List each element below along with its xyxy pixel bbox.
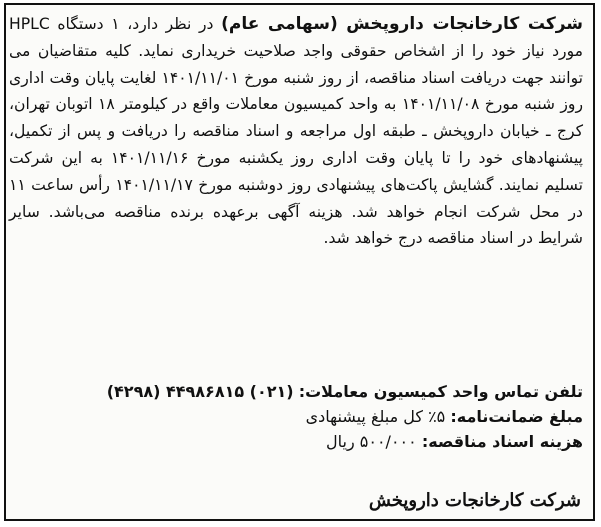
- footer-company: شرکت کارخانجات داروپخش: [368, 490, 581, 511]
- notice-paragraph: در نظر دارد، ۱ دستگاه HPLC مورد نیاز خود را از اشخاص حقوقی واجد صلاحیت خریداری نماید. کلیه متقاضیان می توانند جهت دریافت اسناد مناقصه، از روز شنبه مورخ ۱۴۰۱/۱۱/۰۱ لغایت پایان وقت اداری روز شنبه مورخ ۱۴۰۱/۱۱/۰۸ به واحد کمیسیون معاملات واقع در کیلومتر ۱۸ اتوبان تهران، کرج ـ خیابان داروپخش ـ طبقه اول مراجعه و اسناد مناقصه را دریافت و پس از تکمیل، پیشنهادهای خود را تا پایان وقت اداری روز یکشنبه مورخ ۱۴۰۱/۱۱/۱۶ به این شرکت تسلیم نمایند. گشایش پاکت‌های پیشنهادی روز دوشنبه مورخ ۱۴۰۱/۱۱/۱۷ رأس ساعت ۱۱ در محل شرکت انجام خواهد شد. هزینه آگهی برعهده برنده مناقصه می‌باشد. سایر شرایط در اسناد مناقصه درج خواهد شد.: [9, 15, 583, 248]
- notice-body: [9, 11, 583, 252]
- phone-line: [9, 379, 583, 404]
- notice-title: شرکت کارخانجات داروپخش (سهامی عام): [221, 14, 583, 34]
- guarantee-line: [9, 404, 583, 429]
- contact-block: [9, 379, 583, 454]
- docs-fee-value: ۵۰۰/۰۰۰ ریال: [326, 432, 417, 451]
- guarantee-value: ۵٪ کل مبلغ پیشنهادی: [305, 407, 446, 426]
- docs-fee-label: هزینه اسناد مناقصه:: [421, 432, 583, 451]
- tender-notice: [4, 3, 595, 521]
- docs-fee-line: [9, 429, 583, 454]
- guarantee-label: مبلغ ضمانت‌نامه:: [450, 407, 583, 426]
- phone-label: تلفن تماس واحد کمیسیون معاملات:: [298, 382, 583, 401]
- phone-value: (۰۲۱) ۴۴۹۸۶۸۱۵ (۴۲۹۸): [106, 382, 294, 401]
